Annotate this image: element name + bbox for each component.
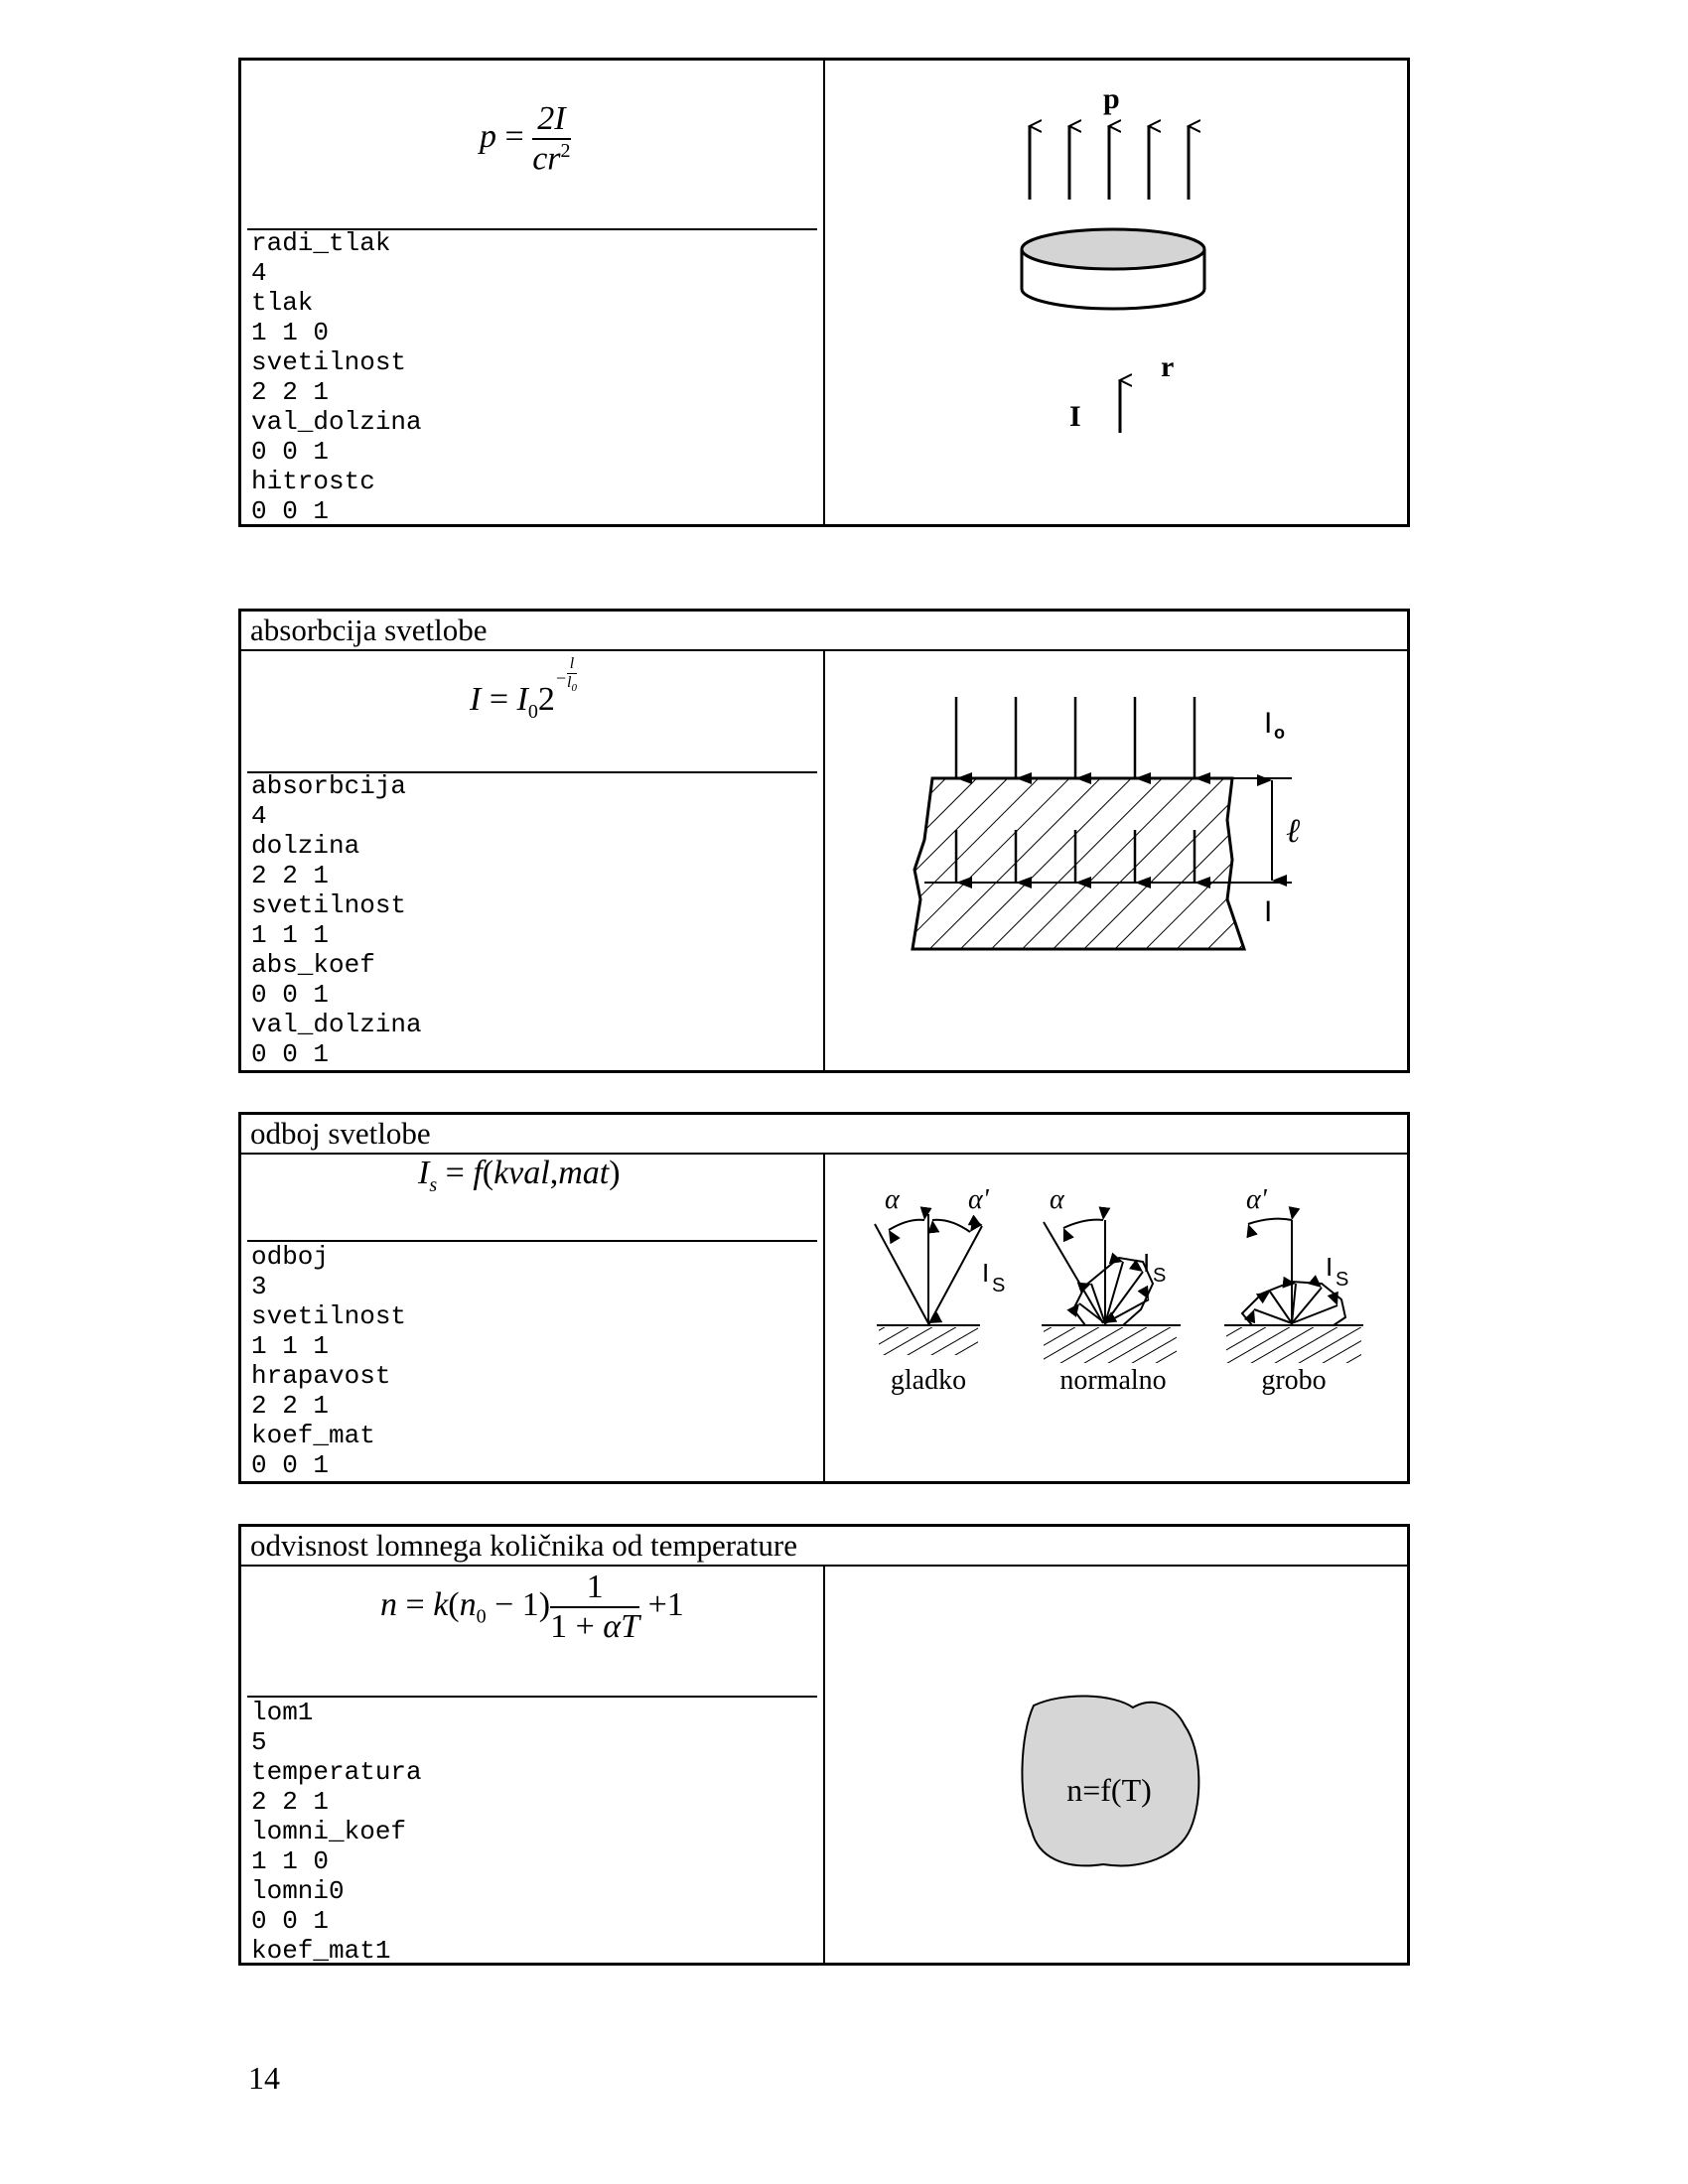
code-line: 5 — [251, 1727, 267, 1757]
code-line: 1 1 1 — [251, 920, 330, 950]
code-line: svetilnost — [251, 890, 407, 920]
left-column — [241, 651, 825, 1070]
code-line: 0 0 1 — [251, 496, 330, 526]
code-line: 3 — [251, 1272, 267, 1301]
code-line: lom1 — [251, 1698, 314, 1727]
code-line: odboj — [251, 1242, 330, 1272]
label-normal: normalno — [1059, 1365, 1167, 1396]
code-line: tlak — [251, 288, 314, 318]
code-line: lomni0 — [251, 1876, 345, 1906]
formula-refraction: $n = k(n_0 - 1)$ $\frac{1}{1 + \alpha T}$ +1 — [380, 1569, 684, 1645]
label-Is: I — [1143, 1248, 1151, 1278]
label-alpha-prime: α' — [968, 1184, 989, 1215]
formula-reflection: $I_s$ = f(kval,mat) — [418, 1155, 621, 1196]
code-line: temperatura — [251, 1757, 422, 1787]
code-line: 0 0 1 — [251, 1906, 330, 1936]
left-column — [241, 1567, 825, 1966]
code-line: val_dolzina — [251, 407, 422, 437]
code-line: 0 0 1 — [251, 437, 330, 467]
formula-pressure: p = $\frac{2I}{cr^2}$ — [480, 100, 571, 178]
reflection-rough — [1224, 1219, 1363, 1363]
formula-absorption: $I = I_02^{- \frac{l}{l_0}}$ — [470, 654, 577, 723]
label-p: p — [1103, 82, 1120, 115]
code-line: 0 0 1 — [251, 980, 330, 1010]
figure-absorption — [825, 651, 1407, 1070]
blob-label: n=f(T) — [1066, 1772, 1152, 1808]
label-alpha: α — [1050, 1184, 1064, 1215]
code-line: hitrostc — [251, 467, 375, 496]
label-Is: I — [1326, 1252, 1334, 1282]
label-smooth: gladko — [890, 1365, 967, 1396]
incident-arrows — [956, 697, 1195, 778]
panel-radiation-pressure — [238, 58, 1410, 527]
panel-reflection — [238, 1112, 1410, 1484]
panel-title: odboj svetlobe — [241, 1115, 1407, 1155]
label-l: ℓ — [1286, 813, 1301, 850]
code-listing — [251, 1242, 406, 1480]
code-listing — [251, 771, 422, 1069]
code-line: 2 2 1 — [251, 377, 330, 407]
code-line: absorbcija — [251, 771, 407, 801]
figure-reflection — [825, 1155, 1407, 1481]
pressure-arrows — [1030, 126, 1189, 200]
code-line: 2 2 1 — [251, 861, 330, 890]
code-line: dolzina — [251, 831, 360, 861]
code-line: koef_mat — [251, 1421, 375, 1450]
label-Is-subscript: S — [992, 1275, 1006, 1297]
code-line: 1 1 0 — [251, 1846, 330, 1876]
label-Is-subscript: S — [1153, 1265, 1167, 1287]
disc-icon — [1022, 229, 1204, 309]
code-line: 2 2 1 — [251, 1787, 330, 1817]
code-line: koef_mat1 — [251, 1936, 391, 1966]
label-alpha: α — [885, 1184, 900, 1215]
label-Is: I — [982, 1258, 990, 1288]
code-line: val_dolzina — [251, 1010, 422, 1039]
code-line: 2 2 1 — [251, 1391, 330, 1421]
label-rough: grobo — [1261, 1365, 1327, 1396]
left-column — [241, 1155, 825, 1481]
code-line: 4 — [251, 258, 267, 288]
code-line: 4 — [251, 801, 267, 831]
reflection-normal — [1042, 1220, 1181, 1363]
label-Is-subscript: S — [1336, 1269, 1349, 1291]
code-line: svetilnost — [251, 347, 407, 377]
code-line: lomni_koef — [251, 1817, 407, 1846]
label-I0-subscript: o — [1274, 723, 1285, 743]
code-line: 0 0 1 — [251, 1450, 330, 1480]
code-line: svetilnost — [251, 1301, 407, 1331]
panel-title: odvisnost lomnega količnika od temperature — [241, 1527, 1407, 1567]
left-column — [241, 61, 825, 524]
reflection-smooth — [875, 1214, 982, 1355]
code-listing — [251, 1698, 422, 1966]
figure-refraction-blob — [825, 1567, 1407, 1963]
code-listing — [251, 228, 422, 526]
code-line: hrapavost — [251, 1361, 391, 1391]
page-number: 14 — [248, 2060, 280, 2096]
code-line: 1 1 1 — [251, 1331, 330, 1361]
code-line: 0 0 1 — [251, 1039, 330, 1069]
label-alpha-prime: α' — [1246, 1184, 1267, 1215]
code-line: 1 1 0 — [251, 318, 330, 347]
code-line: radi_tlak — [251, 228, 391, 258]
figure-radiation-pressure — [825, 61, 1407, 524]
label-r: r — [1161, 350, 1175, 383]
panel-absorption — [238, 609, 1410, 1073]
label-I0: I — [1264, 707, 1273, 740]
panel-title: absorbcija svetlobe — [241, 612, 1407, 651]
label-I: I — [1264, 895, 1273, 928]
label-I: I — [1069, 400, 1081, 433]
panel-refraction-temperature — [238, 1524, 1410, 1966]
code-line: abs_koef — [251, 950, 375, 980]
